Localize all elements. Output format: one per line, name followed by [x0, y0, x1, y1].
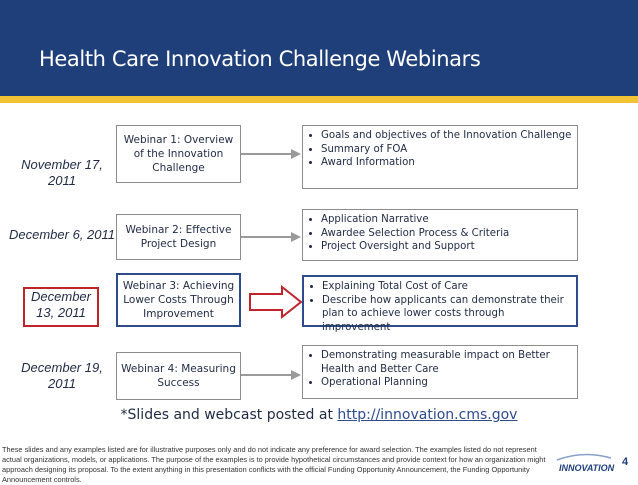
bullet-item: • Awardee Selection Process & Criteria — [321, 227, 573, 241]
webinar-box-4: Webinar 4: Measuring Success — [116, 352, 241, 400]
bullet-item: • Operational Planning — [321, 376, 573, 390]
innovation-site-link[interactable]: http://innovation.cms.gov — [337, 407, 518, 423]
arrow-3-highlighted — [248, 285, 304, 319]
webinar-box-2: Webinar 2: Effective Project Design — [116, 214, 241, 260]
bullet-item: • Summary of FOA — [321, 143, 573, 157]
bullet-item: • Describe how applicants can demonstrate their plan to achieve lower costs through improvement — [322, 294, 572, 335]
bullet-box-2 — [302, 209, 578, 261]
slides-footnote — [0, 407, 638, 423]
arrow-1 — [241, 146, 302, 162]
page-title: Health Care Innovation Challenge Webinars — [39, 47, 481, 71]
date-label-2: December 6, 2011 — [9, 227, 115, 242]
bullet-box-4 — [302, 345, 578, 399]
date-label-3-highlighted: December 13, 2011 — [23, 287, 99, 327]
arrow-4 — [241, 367, 302, 383]
bullet-item: • Demonstrating measurable impact on Better Health and Better Care — [321, 349, 573, 376]
webinar-box-3: Webinar 3: Achieving Lower Costs Through Improvement — [116, 273, 241, 327]
bullet-item: • Goals and objectives of the Innovation Challenge — [321, 129, 573, 143]
bullet-box-1 — [302, 125, 578, 189]
date-label-1: November 17, 2011 — [21, 157, 103, 188]
webinar-box-1: Webinar 1: Overview of the Innovation Challenge — [116, 125, 241, 183]
logo-text: INNOVATION — [559, 463, 615, 473]
innovation-logo — [555, 452, 615, 474]
bullet-item: • Application Narrative — [321, 213, 573, 227]
header-accent-band — [0, 96, 638, 103]
page-number: 4 — [622, 456, 629, 468]
date-label-4: December 19, 2011 — [21, 360, 103, 391]
bullet-item: • Project Oversight and Support — [321, 240, 573, 254]
arrow-2 — [241, 229, 302, 245]
bullet-item: • Award Information — [321, 156, 573, 170]
bullet-item: • Explaining Total Cost of Care — [322, 280, 572, 294]
disclaimer-text: These slides and any examples listed are for illustrative purposes only and do not indicate any preference for award selection. The examples listed do not represent actual organizations, models, or applications. The purpose of the examples is to provide hypothetical circumstances and provide context for how an organization might approach designing its proposal. To the extent anything in this presentation conflicts with the official Funding Opportunity Announcement, the Funding Opportunity Announcement controls. — [2, 445, 546, 484]
bullet-box-3 — [302, 275, 578, 333]
footnote-text: *Slides and webcast posted at — [120, 407, 338, 423]
